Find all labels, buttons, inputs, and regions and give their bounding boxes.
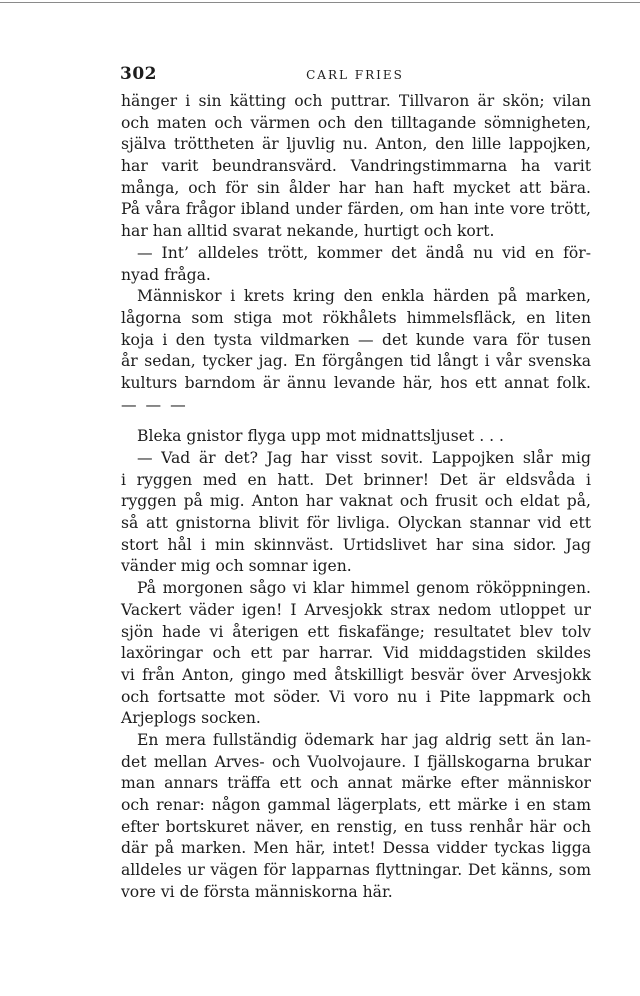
text-line: år sedan, tycker jag. En förgången tid långt i vår svenska bbox=[121, 352, 591, 371]
text-line: laxöringar och ett par harrar. Vid middagstiden skildes bbox=[121, 644, 591, 663]
text-line: — — — bbox=[121, 395, 188, 414]
text-line: har varit beundransvärd. Vandringstimmarna ha varit bbox=[121, 157, 591, 176]
text-line: Bleka gnistor flyga upp mot midnattsljuset . . . bbox=[137, 427, 505, 446]
text-line: Vackert väder igen! I Arvesjokk strax nedom utloppet ur bbox=[121, 600, 591, 619]
text-line: — Vad är det? Jag har visst sovit. Lappojken slår mig bbox=[137, 449, 591, 467]
text-line: lågorna som stiga mot rökhålets himmelsfläck, en liten bbox=[121, 308, 591, 327]
text-line: På våra frågor ibland under färden, om han inte vore trött, bbox=[121, 200, 591, 219]
text-line: det mellan Arves- och Vuolvojaure. I fjällskogarna brukar bbox=[121, 752, 591, 771]
body-text bbox=[121, 91, 591, 903]
page-number: 302 bbox=[120, 64, 157, 84]
text-line: så att gnistorna blivit för livliga. Olyckan stannar vid ett bbox=[121, 514, 591, 533]
text-line: och renar: någon gammal lägerplats, ett märke i en stam bbox=[121, 796, 591, 814]
text-line: stort hål i min skinnväst. Urtidslivet har sina sidor. Jag bbox=[121, 535, 591, 554]
text-line: hänger i sin kätting och puttrar. Tillvaron är skön; vilan bbox=[121, 92, 591, 110]
text-line: vänder mig och somnar igen. bbox=[121, 557, 352, 576]
running-head-author: CARL FRIES bbox=[306, 68, 404, 82]
text-line: själva tröttheten är ljuvlig nu. Anton, den lille lappojken, bbox=[121, 135, 591, 154]
top-rule bbox=[0, 2, 640, 3]
running-head bbox=[120, 64, 590, 88]
text-line: man annars träffa ett och annat märke efter människor bbox=[121, 774, 591, 793]
text-line: Människor i krets kring den enkla härden på marken, bbox=[137, 287, 591, 306]
text-line: vi från Anton, gingo med åtskilligt besvär över Arvesjokk bbox=[121, 665, 591, 684]
text-line: ryggen på mig. Anton har vaknat och frusit och eldat på, bbox=[121, 492, 591, 511]
text-line: sjön hade vi återigen ett fiskafänge; resultatet blev tolv bbox=[121, 622, 591, 641]
text-line: — Int’ alldeles trött, kommer det ändå nu vid en för- bbox=[137, 243, 591, 262]
text-line: Arjeplogs socken. bbox=[121, 709, 261, 728]
text-line: där på marken. Men här, intet! Dessa vidder tyckas ligga bbox=[121, 839, 591, 858]
text-line: koja i den tysta vildmarken — det kunde vara för tusen bbox=[121, 330, 591, 349]
text-line: kulturs barndom är ännu levande här, hos ett annat folk. bbox=[121, 373, 591, 392]
text-line: efter bortskuret näver, en renstig, en tuss renhår här och bbox=[121, 817, 591, 836]
text-line: många, och för sin ålder har han haft mycket att bära. bbox=[121, 178, 591, 197]
text-line: vore vi de första människorna här. bbox=[121, 882, 393, 901]
text-line: i ryggen med en hatt. Det brinner! Det är eldsvåda i bbox=[121, 470, 591, 489]
text-line: och fortsatte mot söder. Vi voro nu i Pite lappmark och bbox=[121, 687, 591, 706]
text-line: På morgonen sågo vi klar himmel genom rököppningen. bbox=[137, 579, 591, 598]
text-line: nyad fråga. bbox=[121, 265, 211, 284]
text-line: En mera fullständig ödemark har jag aldrig sett än lan- bbox=[137, 730, 591, 749]
text-line: och maten och värmen och den tilltagande sömnigheten, bbox=[121, 113, 591, 132]
text-line: alldeles ur vägen för lapparnas flyttningar. Det känns, som bbox=[121, 861, 591, 880]
line-spacer bbox=[121, 416, 591, 426]
text-line: har han alltid svarat nekande, hurtigt och kort. bbox=[121, 222, 495, 241]
